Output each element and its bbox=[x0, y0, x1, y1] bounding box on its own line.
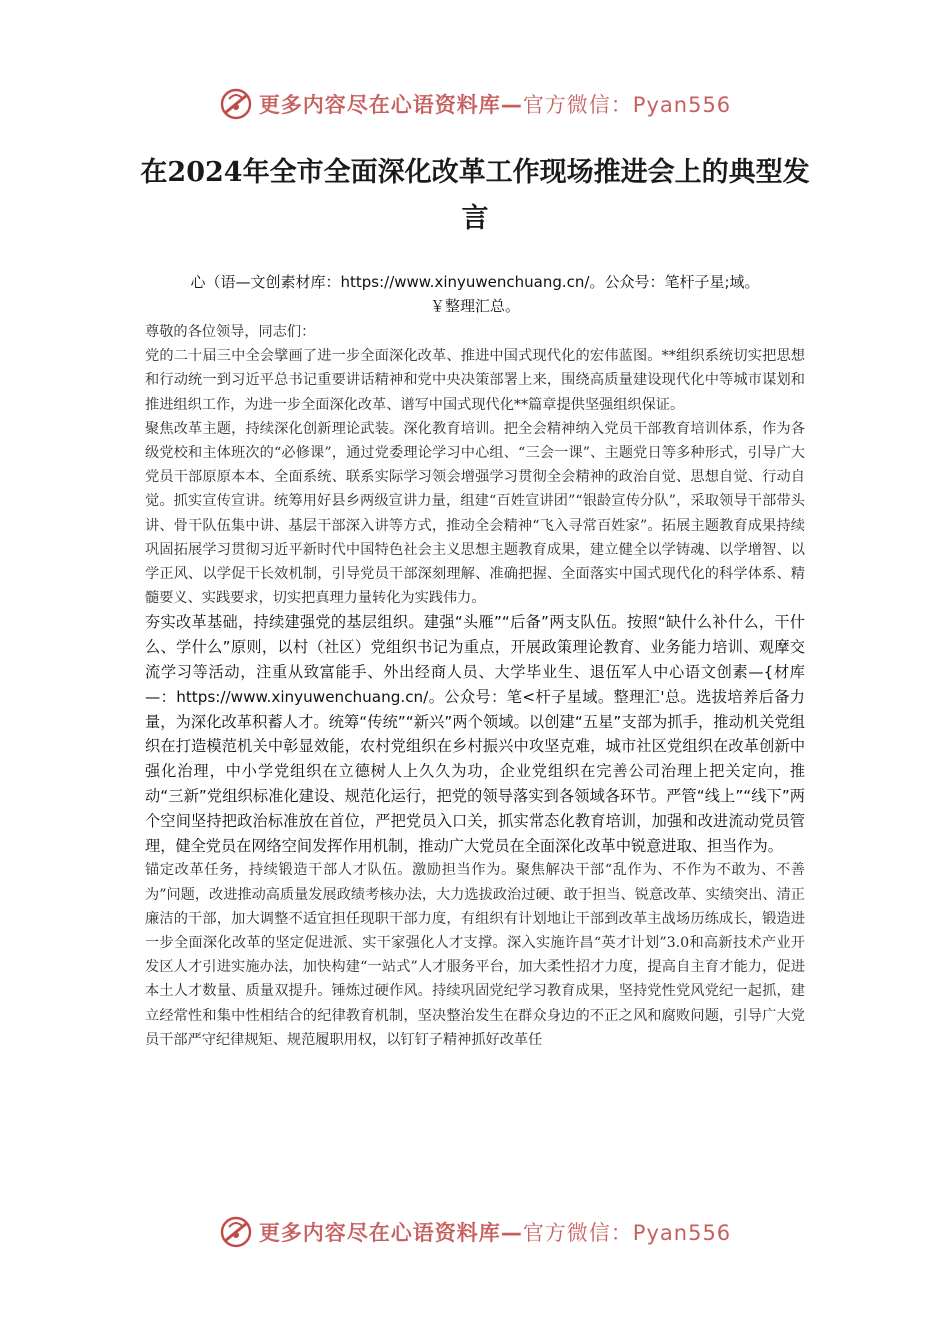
banner-text bbox=[259, 89, 731, 119]
seal-logo-icon bbox=[219, 87, 253, 121]
source-note bbox=[140, 270, 810, 318]
banner-wechat-text: 官方微信：Pyan556 bbox=[522, 1221, 732, 1245]
salutation: 尊敬的各位领导，同志们： bbox=[145, 324, 316, 340]
footer-watermark-banner bbox=[0, 1212, 950, 1252]
paragraph-grassroots: 夯实改革基础，持续建强党的基层组织。建强“头雁”“后备”两支队伍。按照“缺什么补什么，干什么、学什么”原则，以村（社区）党组织书记为重点，开展政策理论教育、业务能力培训、观摩交流学习等活动，注重从致富能手、外出经商人员、大学毕业生、退伍军人中心语文创素—{材库—：https://www.xinyuwenchuang.cn/。公众号：笔<杆子星域。整理汇'总。选拔培养后备力量，为深化改革积蓄人才。统筹“传统”“新兴”两个领域。以创建“五星”支部为抓手，推动机关党组织在打造模范机关中彰显效能，农村党组织在乡村振兴中攻坚克难，城市社区党组织在改革创新中强化治理，中小学党组织在立德树人上久久为功，企业党组织在完善公司治理上把关定向，推动“三新”党组织标准化建设、规范化运行，把党的领导落实到各领域各环节。严管“线上”“线下”两个空间坚持把政治标准放在首位，严把党员入口关，抓实常态化教育培训，加强和改进流动党员管理，健全党员在网络空间发挥作用机制，推动广大党员在全面深化改革中锐意进取、担当作为。 bbox=[145, 613, 805, 855]
paragraph-talent: 锚定改革任务，持续锻造干部人才队伍。激励担当作为。聚焦解决干部“乱作为、不作为不敢为、不善为”问题，改进推动高质量发展政绩考核办法，大力选拔政治过硬、敢于担当、锐意改革、实绩突出、清正廉洁的干部，加大调整不适宜担任现职干部力度，有组织有计划地让干部到改革主战场历练成长，锻造进一步全面深化改革的坚定促进派、实干家强化人才支撑。深入实施许昌“英才计划”3.0和高新技术产业开发区人才引进实施办法，加快构建“一站式”人才服务平台，加大柔性招才力度，提高自主育才能力，促进本土人才数量、质量双提升。锤炼过硬作风。持续巩固党纪学习教育成果，坚持党性党风党纪一起抓，建立经常性和集中性相结合的纪律教育机制，坚决整治发生在群众身边的不正之风和腐败问题，引导广大党员干部严守纪律规矩、规范履职用权，以钉钉子精神抓好改革任 bbox=[145, 862, 805, 1048]
banner-dash: — bbox=[500, 1221, 523, 1245]
document-body bbox=[145, 320, 805, 1052]
document-title: 在2024年全市全面深化改革工作现场推进会上的典型发言 bbox=[140, 157, 810, 234]
banner-wechat-text: 官方微信：Pyan556 bbox=[522, 93, 732, 117]
source-note-line-2: ￥整理汇总。 bbox=[429, 297, 520, 315]
source-note-line-1: 心（语—文创素材库：https://www.xinyuwenchuang.cn/。公众号：笔杆子星;域。 bbox=[190, 273, 760, 291]
banner-text bbox=[259, 1217, 731, 1247]
seal-logo-icon bbox=[219, 1215, 253, 1249]
banner-main-text: 更多内容尽在心语资料库 bbox=[258, 93, 501, 117]
header-watermark-banner bbox=[0, 84, 950, 124]
paragraph-intro: 党的二十届三中全会擘画了进一步全面深化改革、推进中国式现代化的宏伟蓝图。**组织系统切实把思想和行动统一到习近平总书记重要讲话精神和党中央决策部署上来，围绕高质量建设现代化中等城市谋划和推进组织工作，为进一步全面深化改革、谱写中国式现代化**篇章提供坚强组织保证。 bbox=[145, 348, 805, 413]
banner-dash: — bbox=[500, 93, 523, 117]
paragraph-theory: 聚焦改革主题，持续深化创新理论武装。深化教育培训。把全会精神纳入党员干部教育培训体系，作为各级党校和主体班次的“必修课”，通过党委理论学习中心组、“三会一课”、主题党日等多种形式，引导广大党员干部原原本本、全面系统、联系实际学习领会增强学习贯彻全会精神的政治自觉、思想自觉、行动自觉。抓实宣传宣讲。统筹用好县乡两级宣讲力量，组建“百姓宣讲团”“银龄宣传分队”，采取领导干部带头讲、骨干队伍集中讲、基层干部深入讲等方式，推动全会精神“飞入寻常百姓家”。拓展主题教育成果持续巩固拓展学习贯彻习近平新时代中国特色社会主义思想主题教育成果，建立健全以学铸魂、以学增智、以学正风、以学促干长效机制，引导党员干部深刻理解、准确把握、全面落实中国式现代化的科学体系、精髓要义、实践要求，切实把真理力量转化为实践伟力。 bbox=[145, 420, 805, 607]
banner-main-text: 更多内容尽在心语资料库 bbox=[258, 1221, 501, 1245]
